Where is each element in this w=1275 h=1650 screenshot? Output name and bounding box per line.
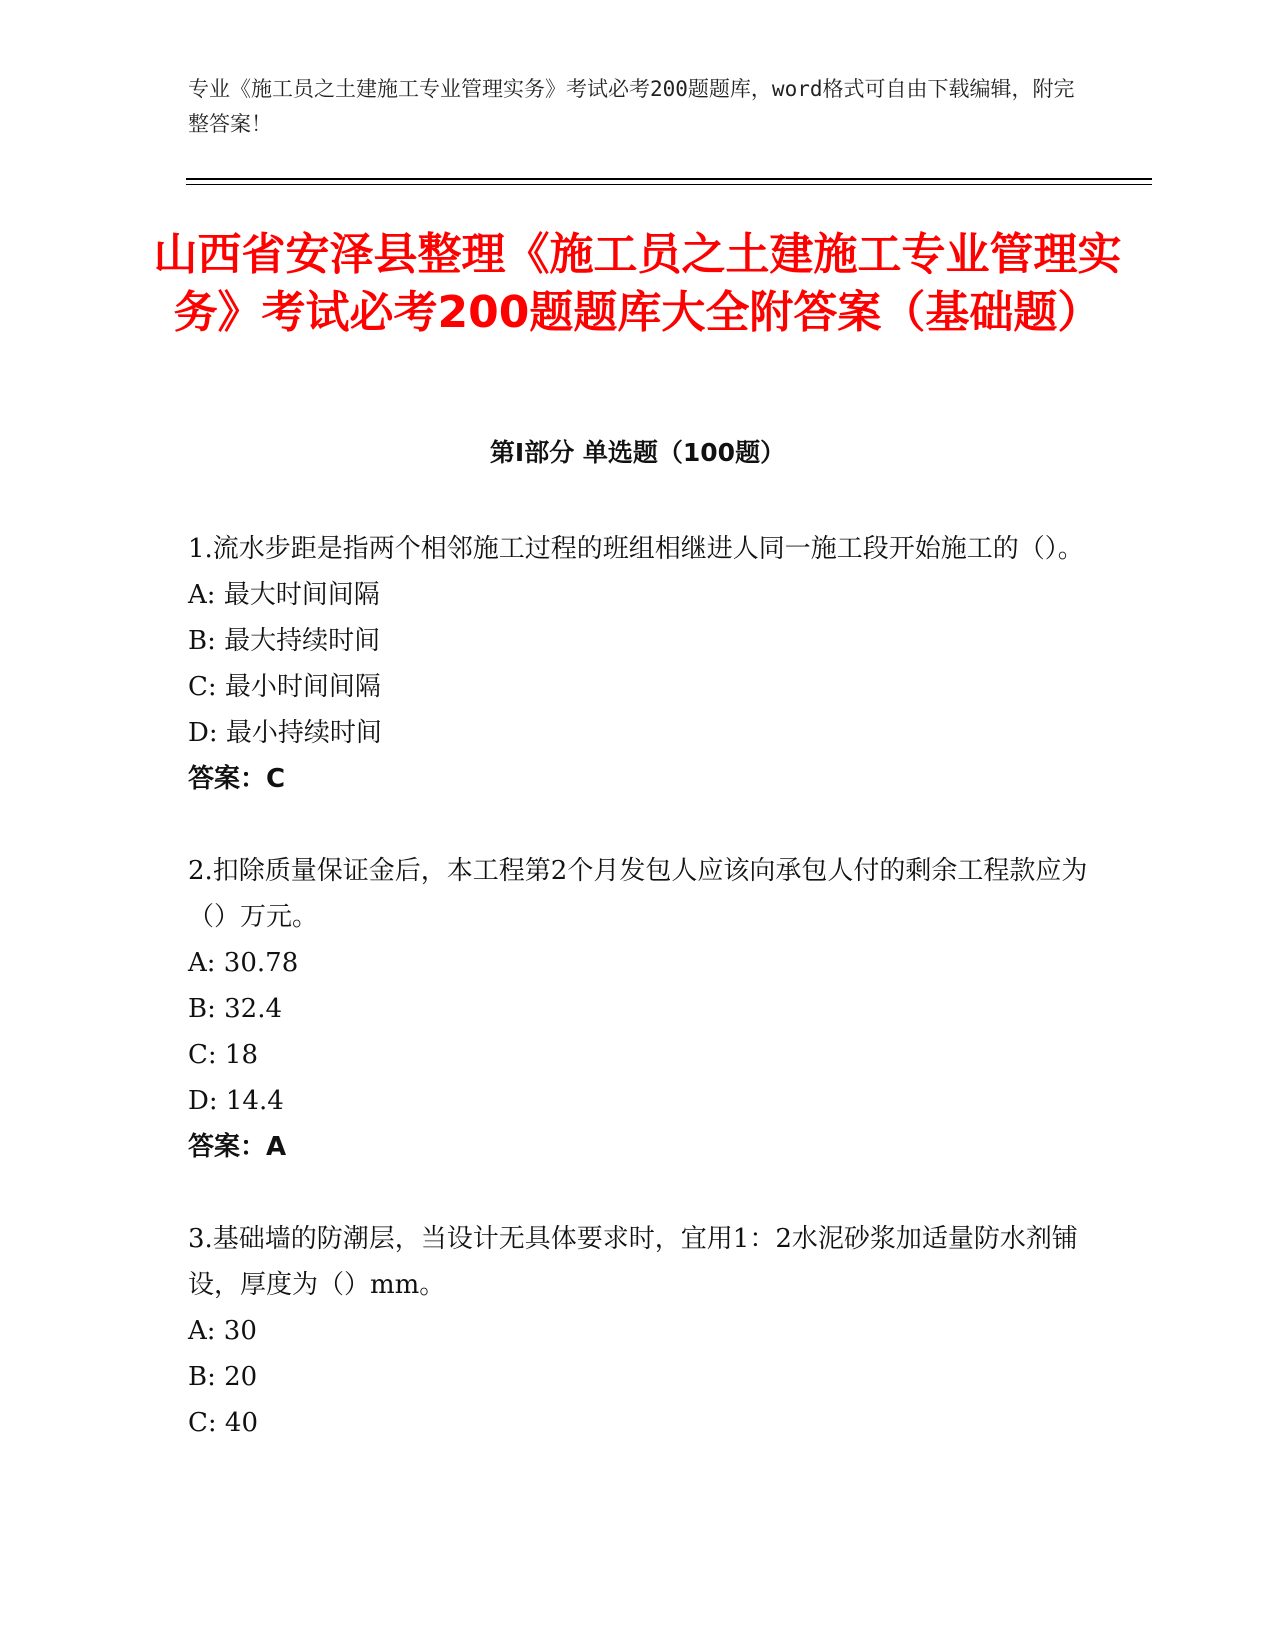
section-title: 第I部分 单选题（100题） — [489, 438, 786, 467]
question-2 — [188, 848, 1088, 1170]
option-c: C: 最小时间间隔 — [188, 672, 381, 702]
option-d: D: 最小持续时间 — [188, 718, 382, 748]
option-b: B: 32.4 — [188, 994, 283, 1024]
header-rule-thin — [186, 184, 1152, 185]
option-a: A: 30.78 — [188, 948, 299, 978]
option-a: A: 30 — [188, 1316, 257, 1346]
option-c: C: 40 — [188, 1408, 259, 1438]
option-c: C: 18 — [188, 1040, 259, 1070]
answer: 答案：C — [188, 764, 286, 794]
question-3 — [188, 1216, 1088, 1446]
option-a: A: 最大时间间隔 — [188, 580, 380, 610]
question-list — [188, 526, 1088, 1492]
document-title: 山西省安泽县整理《施工员之土建施工专业管理实务》考试必考200题题库大全附答案（基础题） — [153, 229, 1122, 338]
answer: 答案：A — [188, 1132, 287, 1162]
header-note: 专业《施工员之土建施工专业管理实务》考试必考200题题库，word格式可自由下载编辑，附完整答案！ — [188, 77, 1075, 136]
question-stem: 2.扣除质量保证金后，本工程第2个月发包人应该向承包人付的剩余工程款应为（）万元。 — [188, 856, 1088, 932]
question-stem: 3.基础墙的防潮层，当设计无具体要求时，宜用1：2水泥砂浆加适量防水剂铺设，厚度为（）mm。 — [188, 1224, 1078, 1300]
question-1 — [188, 526, 1088, 802]
option-b: B: 最大持续时间 — [188, 626, 381, 656]
header-rule-thick — [186, 178, 1152, 180]
question-stem: 1.流水步距是指两个相邻施工过程的班组相继进人同一施工段开始施工的（）。 — [188, 534, 1084, 564]
option-d: D: 14.4 — [188, 1086, 284, 1116]
option-b: B: 20 — [188, 1362, 258, 1392]
